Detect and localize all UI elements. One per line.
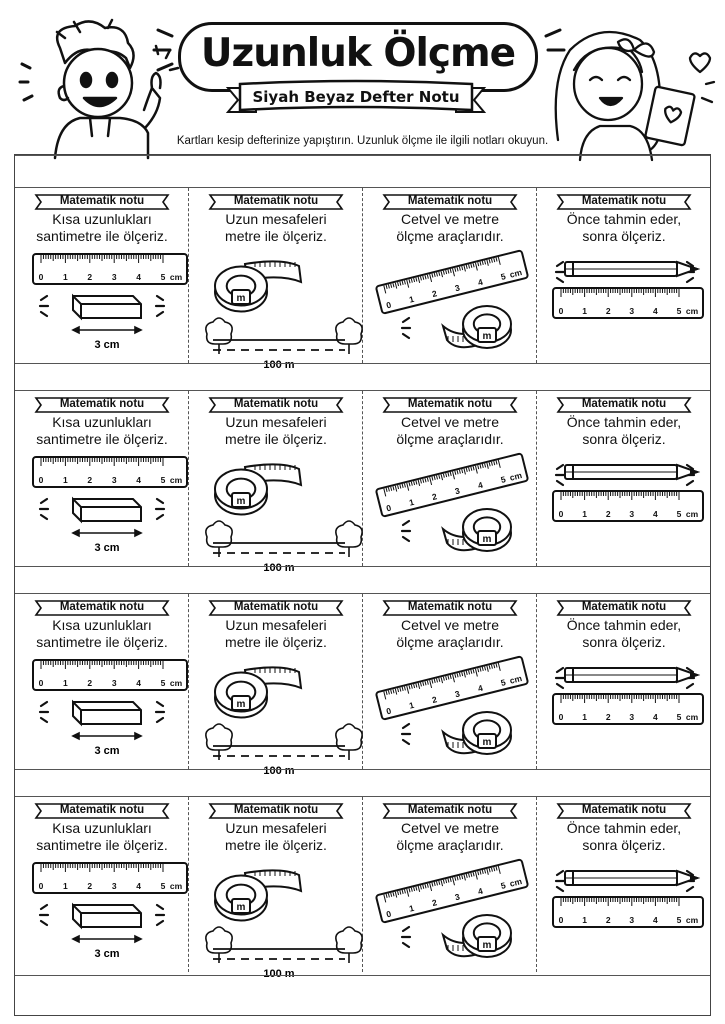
cut-strip <box>15 155 710 188</box>
measure-caption: 100 m <box>263 562 295 574</box>
svg-text:3: 3 <box>629 915 635 925</box>
measure-arrow <box>73 733 141 739</box>
svg-text:1: 1 <box>63 272 68 282</box>
distance-line <box>213 746 345 756</box>
tree-icon <box>206 318 232 354</box>
note-card[interactable] <box>537 188 711 363</box>
sparkle-lines-icon <box>40 905 48 925</box>
svg-text:0: 0 <box>558 712 564 722</box>
card-note-text <box>367 820 533 854</box>
svg-text:m: m <box>482 534 492 545</box>
tree-icon <box>336 521 362 557</box>
tree-icon <box>206 521 232 557</box>
svg-text:5: 5 <box>499 271 507 282</box>
card-label-ribbon <box>383 599 517 617</box>
svg-text:5: 5 <box>676 712 682 722</box>
tree-icon <box>206 927 232 963</box>
svg-text:0: 0 <box>38 678 44 688</box>
svg-text:0: 0 <box>38 272 44 282</box>
svg-text:3: 3 <box>453 485 461 497</box>
svg-text:2: 2 <box>605 509 611 519</box>
card-label-ribbon <box>557 396 691 414</box>
card-note-line-2: santimetre ile ölçeriz. <box>36 837 168 853</box>
sparkle-lines-icon <box>40 296 48 316</box>
measure-caption: 3 cm <box>94 542 120 554</box>
svg-text:1: 1 <box>408 496 416 508</box>
card-label: Matematik notu <box>581 195 667 207</box>
svg-text:1: 1 <box>582 306 587 316</box>
card-label: Matematik notu <box>59 195 145 207</box>
measure-caption: 100 m <box>263 359 295 371</box>
note-card[interactable] <box>537 594 711 769</box>
note-card[interactable] <box>363 594 537 769</box>
card-label-ribbon <box>35 802 169 820</box>
card-note-line-2: metre ile ölçeriz. <box>225 837 327 853</box>
svg-text:cm: cm <box>169 475 183 485</box>
svg-text:m: m <box>482 331 492 342</box>
card-label-ribbon <box>35 193 169 211</box>
svg-text:3: 3 <box>111 272 117 282</box>
card-illustration <box>15 656 189 766</box>
eraser-icon <box>73 499 141 521</box>
eraser-icon <box>73 905 141 927</box>
card-illustration <box>363 656 537 766</box>
card-note-text <box>193 617 359 651</box>
svg-text:4: 4 <box>136 272 141 282</box>
card-illustration <box>189 453 363 574</box>
card-label: Matematik notu <box>233 398 319 410</box>
card-label-ribbon <box>557 193 691 211</box>
sparkle-lines-icon <box>40 499 48 519</box>
svg-text:0: 0 <box>38 475 44 485</box>
svg-text:cm: cm <box>508 266 523 280</box>
tape-measure-icon <box>215 667 301 717</box>
svg-text:m: m <box>236 293 246 304</box>
cut-strip <box>15 769 710 797</box>
svg-text:5: 5 <box>160 272 166 282</box>
sparkle-lines-icon <box>556 668 564 688</box>
svg-text:1: 1 <box>408 902 416 914</box>
svg-text:4: 4 <box>136 678 141 688</box>
card-note-line-2: sonra ölçeriz. <box>582 431 666 447</box>
card-label: Matematik notu <box>59 398 145 410</box>
card-note-line-2: santimetre ile ölçeriz. <box>36 431 168 447</box>
card-illustration <box>189 250 363 371</box>
card-label-ribbon <box>209 802 343 820</box>
sparkle-lines-icon <box>402 927 410 947</box>
svg-text:2: 2 <box>605 306 611 316</box>
svg-text:m: m <box>236 496 246 507</box>
card-note-text <box>193 414 359 448</box>
card-note-line-1: Uzun mesafeleri <box>225 211 327 227</box>
card-note-line-2: sonra ölçeriz. <box>582 837 666 853</box>
card-note-text <box>19 820 185 854</box>
svg-text:cm: cm <box>169 272 183 282</box>
card-row <box>15 594 710 777</box>
card-note-text <box>19 617 185 651</box>
measure-caption: 3 cm <box>94 339 120 351</box>
ruler-icon <box>553 491 703 521</box>
pencil-icon <box>565 668 697 682</box>
tape-measure-icon <box>215 261 301 311</box>
svg-text:cm: cm <box>508 875 523 889</box>
svg-text:5: 5 <box>676 915 682 925</box>
card-note-text <box>541 617 707 651</box>
svg-text:5: 5 <box>499 474 507 485</box>
card-note-line-1: Önce tahmin eder, <box>566 414 682 430</box>
card-note-text <box>367 617 533 651</box>
ruler-icon <box>376 656 528 719</box>
tape-measure-icon <box>215 464 301 514</box>
card-illustration <box>537 859 711 969</box>
svg-text:m: m <box>236 699 246 710</box>
svg-text:4: 4 <box>476 276 484 288</box>
card-label: Matematik notu <box>59 804 145 816</box>
svg-text:0: 0 <box>558 306 564 316</box>
pencil-icon <box>565 262 697 276</box>
card-note-text <box>193 820 359 854</box>
tree-icon <box>336 927 362 963</box>
card-row <box>15 188 710 371</box>
card-note-line-2: ölçme araçlarıdır. <box>396 228 504 244</box>
card-illustration <box>363 859 537 969</box>
ruler-icon <box>553 897 703 927</box>
note-card[interactable] <box>15 594 189 769</box>
svg-text:cm: cm <box>685 509 699 519</box>
card-note-line-2: santimetre ile ölçeriz. <box>36 634 168 650</box>
card-label-ribbon <box>557 802 691 820</box>
measure-arrow <box>73 936 141 942</box>
card-illustration <box>537 656 711 766</box>
svg-text:cm: cm <box>685 915 699 925</box>
page-title: Uzunluk Ölçme <box>200 31 516 76</box>
measure-caption: 100 m <box>263 765 295 777</box>
sparkle-lines-icon <box>402 318 410 338</box>
svg-text:4: 4 <box>476 479 484 491</box>
svg-text:4: 4 <box>136 475 141 485</box>
ruler-icon <box>376 453 528 516</box>
distance-line <box>213 543 345 553</box>
card-note-line-2: ölçme araçlarıdır. <box>396 634 504 650</box>
svg-text:2: 2 <box>87 272 93 282</box>
card-note-line-1: Kısa uzunlukları <box>52 211 152 227</box>
card-note-text <box>367 414 533 448</box>
svg-text:2: 2 <box>605 712 611 722</box>
svg-text:5: 5 <box>160 475 166 485</box>
note-card[interactable] <box>189 594 363 777</box>
note-card[interactable] <box>363 188 537 363</box>
note-card[interactable] <box>15 391 189 566</box>
svg-text:3: 3 <box>629 306 635 316</box>
card-note-line-2: metre ile ölçeriz. <box>225 228 327 244</box>
svg-text:5: 5 <box>160 678 166 688</box>
note-card[interactable] <box>363 391 537 566</box>
cut-strip <box>15 975 710 1015</box>
note-card[interactable] <box>189 391 363 574</box>
card-note-line-1: Cetvel ve metre <box>400 211 500 227</box>
card-label-ribbon <box>209 599 343 617</box>
card-label: Matematik notu <box>233 804 319 816</box>
ruler-icon <box>33 254 187 284</box>
card-label: Matematik notu <box>581 398 667 410</box>
svg-text:2: 2 <box>430 491 438 503</box>
svg-text:2: 2 <box>605 915 611 925</box>
card-illustration <box>363 250 537 360</box>
svg-text:0: 0 <box>558 509 564 519</box>
svg-text:2: 2 <box>430 897 438 909</box>
card-note-line-1: Uzun mesafeleri <box>225 820 327 836</box>
card-note-line-1: Uzun mesafeleri <box>225 414 327 430</box>
svg-text:4: 4 <box>653 712 658 722</box>
ruler-icon <box>553 694 703 724</box>
card-note-text <box>541 820 707 854</box>
card-label: Matematik notu <box>407 804 493 816</box>
note-card[interactable] <box>537 797 711 972</box>
svg-text:3: 3 <box>453 688 461 700</box>
svg-text:5: 5 <box>499 880 507 891</box>
sparkle-lines-icon <box>40 702 48 722</box>
svg-text:2: 2 <box>87 475 93 485</box>
card-label-ribbon <box>35 599 169 617</box>
svg-text:5: 5 <box>499 677 507 688</box>
cut-strip <box>15 363 710 391</box>
card-row <box>15 391 710 574</box>
svg-text:cm: cm <box>169 678 183 688</box>
sparkle-lines-icon <box>156 905 164 925</box>
ruler-icon <box>33 457 187 487</box>
note-card[interactable] <box>537 391 711 566</box>
card-illustration <box>537 453 711 563</box>
svg-text:3: 3 <box>111 475 117 485</box>
svg-text:1: 1 <box>63 475 68 485</box>
ruler-icon <box>376 859 528 922</box>
card-label-ribbon <box>383 802 517 820</box>
svg-text:4: 4 <box>476 682 484 694</box>
measure-arrow <box>73 530 141 536</box>
measure-caption: 3 cm <box>94 948 120 960</box>
sparkle-lines-icon <box>402 724 410 744</box>
card-note-line-2: metre ile ölçeriz. <box>225 431 327 447</box>
card-label-ribbon <box>35 396 169 414</box>
intro-text: Kartları kesip defterinize yapıştırın. Uzunluk ölçme ile ilgili notları okuyun. <box>176 135 549 147</box>
card-label: Matematik notu <box>407 601 493 613</box>
svg-text:m: m <box>236 902 246 913</box>
svg-text:2: 2 <box>430 288 438 300</box>
sparkle-lines-icon <box>402 521 410 541</box>
card-note-line-1: Önce tahmin eder, <box>566 617 682 633</box>
card-note-line-2: sonra ölçeriz. <box>582 228 666 244</box>
svg-text:0: 0 <box>385 908 393 920</box>
svg-text:1: 1 <box>63 881 68 891</box>
card-note-line-1: Cetvel ve metre <box>400 617 500 633</box>
card-label: Matematik notu <box>581 804 667 816</box>
measure-caption: 100 m <box>263 968 295 980</box>
card-illustration <box>189 859 363 980</box>
card-label-ribbon <box>209 396 343 414</box>
svg-text:cm: cm <box>508 672 523 686</box>
svg-text:4: 4 <box>476 885 484 897</box>
card-note-line-1: Kısa uzunlukları <box>52 820 152 836</box>
note-card[interactable] <box>15 797 189 972</box>
sparkle-lines-icon <box>148 28 178 68</box>
tape-measure-icon <box>443 915 511 957</box>
pencil-icon <box>565 871 697 885</box>
svg-text:0: 0 <box>558 915 564 925</box>
card-note-text <box>19 414 185 448</box>
svg-text:1: 1 <box>408 293 416 305</box>
sparkle-lines-icon <box>556 465 564 485</box>
svg-text:3: 3 <box>111 881 117 891</box>
card-note-line-2: sonra ölçeriz. <box>582 634 666 650</box>
card-note-line-2: ölçme araçlarıdır. <box>396 431 504 447</box>
note-card[interactable] <box>363 797 537 972</box>
ruler-icon <box>553 288 703 318</box>
svg-text:cm: cm <box>169 881 183 891</box>
svg-text:4: 4 <box>136 881 141 891</box>
page-subtitle: Siyah Beyaz Defter Notu <box>252 88 460 106</box>
card-note-line-1: Cetvel ve metre <box>400 414 500 430</box>
card-note-line-1: Önce tahmin eder, <box>566 211 682 227</box>
svg-text:1: 1 <box>582 712 587 722</box>
ruler-icon <box>33 660 187 690</box>
eraser-icon <box>73 296 141 318</box>
svg-text:0: 0 <box>385 705 393 717</box>
svg-text:0: 0 <box>385 502 393 514</box>
ruler-icon <box>33 863 187 893</box>
card-illustration <box>363 453 537 563</box>
tape-measure-icon <box>443 712 511 754</box>
note-card[interactable] <box>189 797 363 980</box>
measure-arrow <box>73 327 141 333</box>
svg-text:1: 1 <box>582 509 587 519</box>
svg-text:4: 4 <box>653 306 658 316</box>
svg-text:4: 4 <box>653 915 658 925</box>
card-label: Matematik notu <box>407 195 493 207</box>
card-label: Matematik notu <box>581 601 667 613</box>
sparkle-lines-icon <box>556 262 564 282</box>
svg-text:5: 5 <box>160 881 166 891</box>
note-card[interactable] <box>189 188 363 371</box>
card-illustration <box>15 859 189 969</box>
card-note-text <box>19 211 185 245</box>
pencil-icon <box>565 465 697 479</box>
tree-icon <box>206 724 232 760</box>
svg-text:2: 2 <box>87 881 93 891</box>
card-illustration <box>15 250 189 360</box>
eraser-icon <box>73 702 141 724</box>
svg-text:3: 3 <box>629 712 635 722</box>
distance-line <box>213 949 345 959</box>
svg-text:3: 3 <box>111 678 117 688</box>
svg-text:3: 3 <box>453 282 461 294</box>
card-label: Matematik notu <box>407 398 493 410</box>
sparkle-lines-icon <box>156 296 164 316</box>
svg-text:cm: cm <box>685 306 699 316</box>
svg-text:m: m <box>482 737 492 748</box>
card-label-ribbon <box>383 396 517 414</box>
card-label-ribbon <box>209 193 343 211</box>
svg-text:0: 0 <box>38 881 44 891</box>
card-illustration <box>15 453 189 563</box>
card-note-line-1: Uzun mesafeleri <box>225 617 327 633</box>
card-note-line-2: metre ile ölçeriz. <box>225 634 327 650</box>
card-note-line-1: Önce tahmin eder, <box>566 820 682 836</box>
card-label: Matematik notu <box>233 601 319 613</box>
sparkle-lines-icon <box>556 871 564 891</box>
distance-line <box>213 340 345 350</box>
card-note-line-1: Kısa uzunlukları <box>52 414 152 430</box>
ruler-icon <box>376 250 528 313</box>
svg-text:3: 3 <box>629 509 635 519</box>
sparkle-lines-icon <box>156 499 164 519</box>
sparkle-lines-icon <box>156 702 164 722</box>
svg-text:5: 5 <box>676 306 682 316</box>
svg-text:1: 1 <box>582 915 587 925</box>
card-label: Matematik notu <box>59 601 145 613</box>
tree-icon <box>336 724 362 760</box>
tape-measure-icon <box>443 509 511 551</box>
card-illustration <box>537 250 711 360</box>
card-note-text <box>541 211 707 245</box>
header <box>0 0 725 155</box>
svg-text:1: 1 <box>408 699 416 711</box>
svg-text:4: 4 <box>653 509 658 519</box>
svg-text:cm: cm <box>685 712 699 722</box>
tape-measure-icon <box>215 870 301 920</box>
card-note-text <box>193 211 359 245</box>
note-card[interactable] <box>15 188 189 363</box>
card-label: Matematik notu <box>233 195 319 207</box>
card-note-line-1: Kısa uzunlukları <box>52 617 152 633</box>
svg-text:5: 5 <box>676 509 682 519</box>
card-note-line-1: Cetvel ve metre <box>400 820 500 836</box>
svg-text:0: 0 <box>385 299 393 311</box>
card-illustration <box>189 656 363 777</box>
svg-text:cm: cm <box>508 469 523 483</box>
svg-text:3: 3 <box>453 891 461 903</box>
svg-text:2: 2 <box>430 694 438 706</box>
card-row <box>15 797 710 980</box>
card-note-line-2: santimetre ile ölçeriz. <box>36 228 168 244</box>
card-note-text <box>367 211 533 245</box>
svg-text:m: m <box>482 940 492 951</box>
card-note-text <box>541 414 707 448</box>
measure-caption: 3 cm <box>94 745 120 757</box>
tape-measure-icon <box>443 306 511 348</box>
svg-text:2: 2 <box>87 678 93 688</box>
card-label-ribbon <box>557 599 691 617</box>
card-note-line-2: ölçme araçlarıdır. <box>396 837 504 853</box>
tree-icon <box>336 318 362 354</box>
cut-strip <box>15 566 710 594</box>
svg-text:1: 1 <box>63 678 68 688</box>
card-label-ribbon <box>383 193 517 211</box>
card-sheet <box>14 154 711 1016</box>
